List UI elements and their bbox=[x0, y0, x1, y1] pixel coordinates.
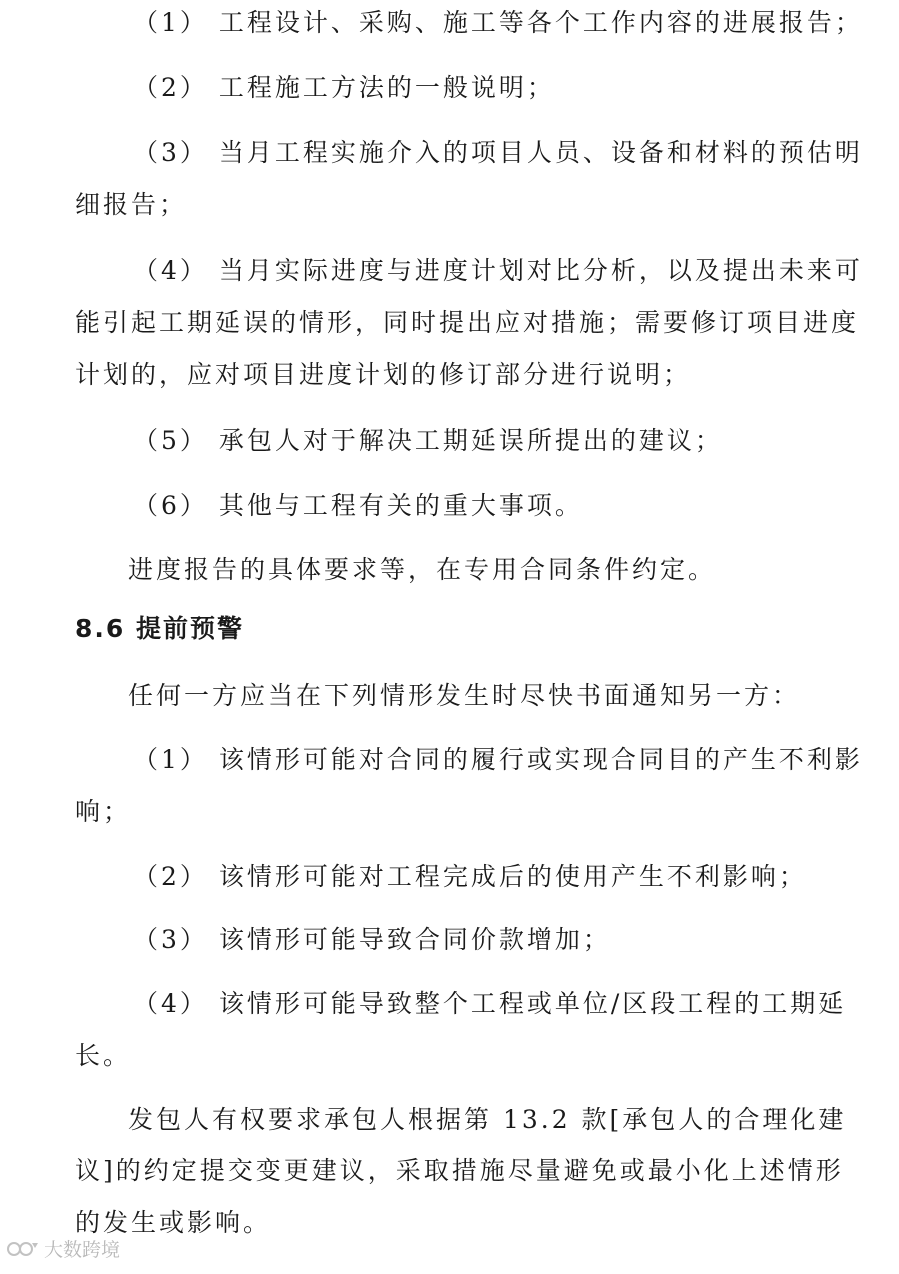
progress-report-item-3-line-1: （3） 当月工程实施介入的项目人员、设备和材料的预估明 bbox=[133, 138, 863, 167]
change-proposal-paragraph-line-1: 发包人有权要求承包人根据第 13.2 款[承包人的合理化建 bbox=[128, 1105, 847, 1134]
progress-report-item-2: （2） 工程施工方法的一般说明； bbox=[133, 73, 555, 102]
progress-report-item-1: （1） 工程设计、采购、施工等各个工作内容的进展报告； bbox=[133, 8, 863, 37]
section-heading-8-6: 8.6 提前预警 bbox=[75, 614, 244, 643]
early-warning-item-4-line-1: （4） 该情形可能导致整个工程或单位/区段工程的工期延 bbox=[133, 989, 847, 1018]
brand-logo-icon bbox=[6, 1238, 40, 1260]
progress-report-item-3-line-2: 细报告； bbox=[75, 190, 188, 219]
early-warning-item-2: （2） 该情形可能对工程完成后的使用产生不利影响； bbox=[133, 862, 807, 891]
early-warning-item-3: （3） 该情形可能导致合同价款增加； bbox=[133, 925, 611, 954]
progress-report-item-4-line-2: 能引起工期延误的情形，同时提出应对措施；需要修订项目进度 bbox=[75, 308, 860, 337]
watermark-text: 大数跨境 bbox=[44, 1239, 121, 1261]
progress-report-item-6: （6） 其他与工程有关的重大事项。 bbox=[133, 491, 583, 520]
progress-report-closing: 进度报告的具体要求等，在专用合同条件约定。 bbox=[128, 555, 717, 584]
early-warning-item-4-line-2: 长。 bbox=[75, 1041, 132, 1070]
watermark bbox=[6, 1235, 120, 1262]
progress-report-item-4-line-3: 计划的，应对项目进度计划的修订部分进行说明； bbox=[75, 360, 692, 389]
early-warning-item-1-line-2: 响； bbox=[75, 797, 132, 826]
change-proposal-paragraph-line-3: 的发生或影响。 bbox=[75, 1208, 272, 1237]
change-proposal-paragraph-line-2: 议]的约定提交变更建议，采取措施尽量避免或最小化上述情形 bbox=[75, 1156, 844, 1185]
early-warning-item-1-line-1: （1） 该情形可能对合同的履行或实现合同目的产生不利影 bbox=[133, 745, 863, 774]
early-warning-intro: 任何一方应当在下列情形发生时尽快书面通知另一方： bbox=[128, 681, 801, 710]
progress-report-item-5: （5） 承包人对于解决工期延误所提出的建议； bbox=[133, 426, 723, 455]
progress-report-item-4-line-1: （4） 当月实际进度与进度计划对比分析，以及提出未来可 bbox=[133, 256, 863, 285]
